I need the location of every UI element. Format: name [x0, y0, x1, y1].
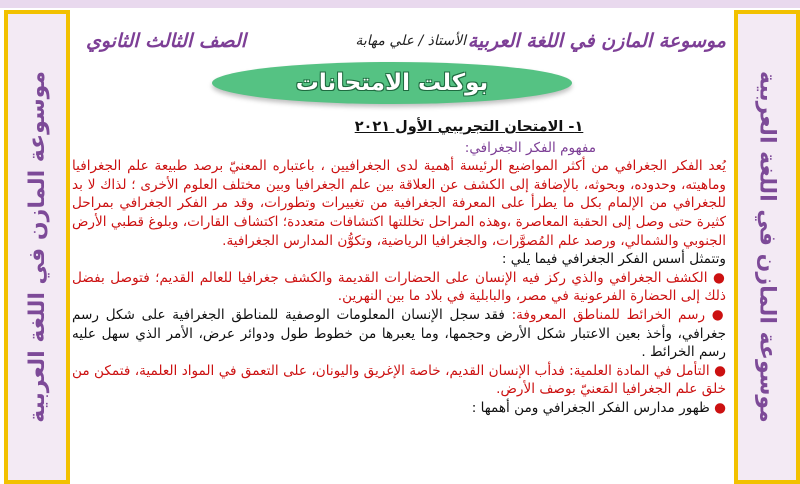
page-header — [80, 30, 726, 56]
teacher-name: الأستاذ / علي مهابة — [355, 33, 466, 49]
top-frame-strip — [0, 0, 800, 8]
left-side-text: موسوعة المازن في اللغة العربية — [24, 71, 50, 423]
document-body — [72, 118, 726, 418]
concept-heading: مفهوم الفكر الجغرافي: — [464, 139, 596, 156]
bullet-schools — [72, 399, 726, 418]
bullet-2-text: فقد سجل الإنسان المعلومات الوصفية للمناطق الجغرافية على شكل رسم جغرافي، وأخذ بعين الاعتبار شكل الأرض وحجمها، وما يعبرها من خطوط طول ودوائر عرض، الأمر الذي سهل عليه رسم الخرائط . — [72, 306, 726, 361]
left-side-panel — [4, 10, 70, 484]
bullet-4-text: ظهور مدارس الفكر الجغرافي ومن أهمها : — [471, 399, 710, 416]
bullet-3-text: التأمل في المادة العلمية: فدأب الإنسان القديم، خاصة الإغريق واليونان، على التعمق في المواد العلمية، فتمكن من خلق علم الجغرافيا المَعنيّ بوصف الأرض. — [72, 362, 726, 398]
paragraph-definition: يُعد الفكر الجغرافي من أكثر المواضيع الرئيسة أهمية لدى الجغرافيين ، باعتباره المعنيّ برصد طبيعة علم الجغرافيا وماهيته، وحدوده، وبحوثه، بالإضافة إلى الكشف عن العلاقة بين علم الجغرافيا وبين مختلف العلوم الأخرى ؛ لذاك لا بد للجغرافي من الإلمام بكل ما يطرأ على المعرفة الجغرافية من تغييرات وتطورات، وقد مر الفكر الجغرافي بمراحل كثيرة حتى وصل إلى الحقبة المعاصرة ،وهذه المراحل تخللتها اكتشافات متعددة؛ اكتشاف القارات، وبلوغ قطبي الأرض الجنوبي والشمالي، ورصد علم المُصوَّرات، والجغرافيا الرياضية، وتكوُّن المدارس الجغرافية. — [72, 158, 726, 249]
bullet-2-lead: رسم الخرائط للمناطق المعروفة: — [511, 306, 706, 323]
right-side-panel — [734, 10, 800, 484]
grade-label: الصف الثالث الثانوي — [86, 30, 247, 52]
foundations-intro: وتتمثل أسس الفكر الجغرافي فيما يلي : — [501, 251, 726, 268]
bullet-map-drawing — [72, 306, 726, 362]
bullet-scientific-contemplation — [72, 362, 726, 399]
exam-title: ١- الامتحان التجريبي الأول ٢٠٢١ — [354, 119, 584, 135]
bullet-geographic-discovery — [72, 269, 726, 306]
banner-title: بوكلت الامتحانات — [295, 70, 489, 96]
title-banner — [212, 62, 572, 104]
bullet-1-text: الكشف الجغرافي والذي ركز فيه الإنسان على الحضارات القديمة والكشف جغرافيا للعالم القديم؛ فتوصل بفضل ذلك إلى الحضارة الفرعونية في مصر، والبابلية في بلاد ما بين النهرين. — [72, 269, 726, 305]
series-title: موسوعة المازن في اللغة العربية — [467, 30, 726, 52]
right-side-text: موسوعة المازن في اللغة العربية — [754, 71, 780, 423]
